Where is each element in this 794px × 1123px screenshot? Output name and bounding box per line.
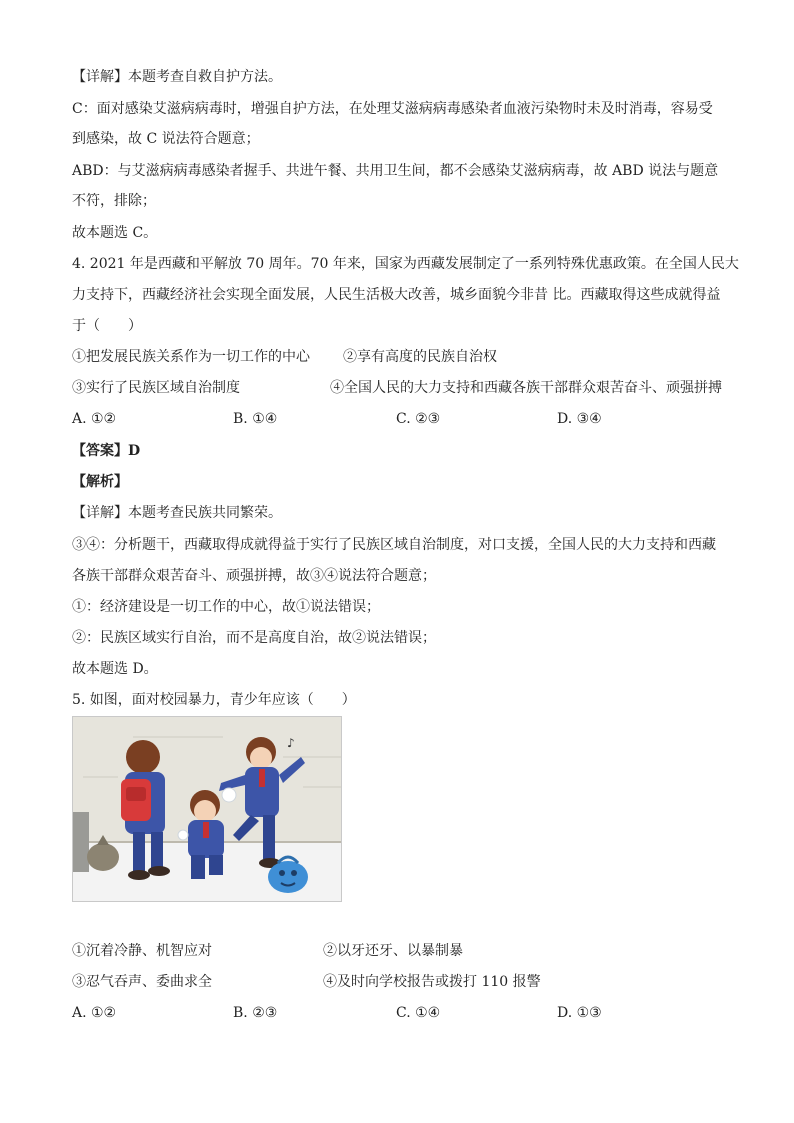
q4-stem-line2: 力支持下，西藏经济社会实现全面发展，人民生活极大改善，城乡面貌今非昔 比。西藏取得这些成就得益 <box>72 287 721 303</box>
q4-option-4: ④全国人民的大力支持和西藏各族干部群众艰苦奋斗、顽强拼搏 <box>330 380 722 396</box>
q3-conclusion: 故本题选 C。 <box>72 225 158 241</box>
q3-c-line1: C：面对感染艾滋病病毒时，增强自护方法，在处理艾滋病病毒感染者血液污染物时未及时消毒，容易受 <box>72 101 713 117</box>
q5-choice-b: B. ②③ <box>233 1005 278 1021</box>
q4-option-3: ③实行了民族区域自治制度 <box>72 380 240 396</box>
q5-choice-c: C. ①④ <box>396 1005 441 1021</box>
q5-option-4: ④及时向学校报告或拨打 110 报警 <box>323 974 541 990</box>
q3-abd-line1: ABD：与艾滋病病毒感染者握手、共进午餐、共用卫生间，都不会感染艾滋病病毒，故 ABD 说法与题意 <box>72 163 719 179</box>
q4-choice-d: D. ③④ <box>557 411 602 427</box>
q4-conclusion: 故本题选 D。 <box>72 661 158 677</box>
q4-explanation-2: ①：经济建设是一切工作的中心，故①说法错误； <box>72 599 380 615</box>
q4-detail: 【详解】本题考查民族共同繁荣。 <box>72 505 282 521</box>
q4-stem-line1: 4. 2021 年是西藏和平解放 70 周年。70 年来，国家为西藏发展制定了一系列特殊优惠政策。在全国人民大 <box>72 256 739 272</box>
school-bullying-illustration <box>72 716 342 902</box>
q5-stem: 5. 如图，面对校园暴力，青少年应该（ ） <box>72 692 356 708</box>
q4-stem-line3: 于（ ） <box>72 318 142 334</box>
q3-c-line2: 到感染，故 C 说法符合题意； <box>72 131 260 147</box>
q5-choice-a: A. ①② <box>72 1005 117 1021</box>
q4-option-1: ①把发展民族关系作为一切工作的中心 <box>72 349 310 365</box>
q4-option-2: ②享有高度的民族自治权 <box>343 349 497 365</box>
q5-option-3: ③忍气吞声、委曲求全 <box>72 974 212 990</box>
q4-analysis-heading: 【解析】 <box>72 474 128 490</box>
q5-choice-d: D. ①③ <box>557 1005 602 1021</box>
q5-option-2: ②以牙还牙、以暴制暴 <box>323 943 463 959</box>
q4-answer: 【答案】D <box>72 443 141 459</box>
q4-choice-a: A. ①② <box>72 411 117 427</box>
svg-text:♪: ♪ <box>287 736 295 750</box>
q4-explanation-3: ②：民族区域实行自治，而不是高度自治，故②说法错误； <box>72 630 436 646</box>
q4-choice-b: B. ①④ <box>233 411 278 427</box>
q3-detail: 【详解】本题考查自救自护方法。 <box>72 69 282 85</box>
q3-abd-line2: 不符，排除； <box>72 193 156 209</box>
q4-explanation-1b: 各族干部群众艰苦奋斗、顽强拼搏，故③④说法符合题意； <box>72 568 436 584</box>
q5-option-1: ①沉着冷静、机智应对 <box>72 943 212 959</box>
q4-choice-c: C. ②③ <box>396 411 441 427</box>
q4-explanation-1a: ③④：分析题干，西藏取得成就得益于实行了民族区域自治制度，对口支援，全国人民的大力支持和西藏 <box>72 537 716 553</box>
